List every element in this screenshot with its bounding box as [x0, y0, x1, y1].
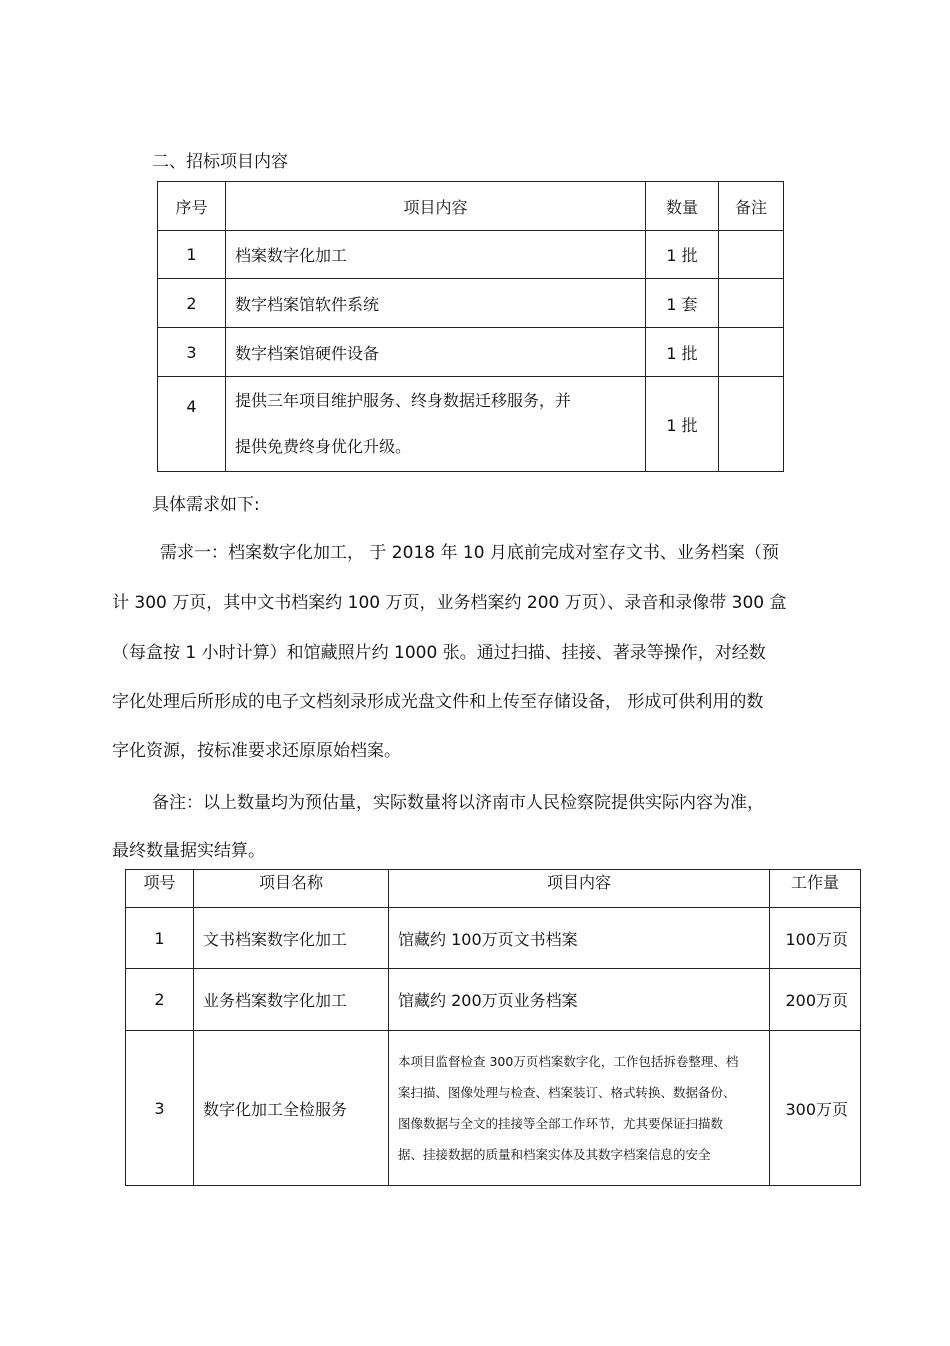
row-item-no: 2	[126, 969, 194, 1031]
row-note	[719, 231, 784, 279]
requirement-line: 需求一：档案数字化加工， 于 2018 年 10 月底前完成对室存文书、业务档案（预	[160, 543, 779, 563]
row-item-name: 业务档案数字化加工	[194, 969, 389, 1031]
table-row	[126, 1031, 861, 1186]
remark-line: 备注：以上数量均为预估量，实际数量将以济南市人民检察院提供实际内容为准，	[152, 793, 764, 813]
requirement-line: 字化资源，按标准要求还原原始档案。	[112, 741, 401, 761]
bid-items-table	[157, 181, 784, 472]
table-header-row	[126, 870, 861, 908]
requirement-line: （每盒按 1 小时计算）和馆藏照片约 1000 张。通过扫描、挂接、著录等操作，对经数	[112, 643, 766, 663]
row-item-content: 本项目监督检查 300万页档案数字化，工作包括拆卷整理、档案扫描、图像处理与检查、档案装订、格式转换、数据备份、图像数据与全文的挂接等全部工作环节，尤其要保证扫描数据、挂接数据的质量和档案实体及其数字档案信息的安全	[389, 1031, 770, 1186]
requirement-line: 字化处理后所形成的电子文档刻录形成光盘文件和上传至存储设备， 形成可供利用的数	[112, 692, 764, 712]
row-note	[719, 328, 784, 377]
row-item-name: 数字化加工全检服务	[194, 1031, 389, 1186]
requirements-intro: 具体需求如下:	[152, 495, 260, 515]
row-note	[719, 279, 784, 328]
row-seq: 3	[158, 328, 226, 377]
row-item-content: 馆藏约 100万页文书档案	[389, 908, 770, 969]
header-item-no: 项号	[126, 870, 194, 908]
section-heading: 二、招标项目内容	[152, 152, 288, 172]
table-row	[126, 908, 861, 969]
table-row	[158, 377, 784, 472]
row-note	[719, 377, 784, 472]
row-item-name: 文书档案数字化加工	[194, 908, 389, 969]
row-item-no: 1	[126, 908, 194, 969]
row-seq: 2	[158, 279, 226, 328]
header-note: 备注	[719, 182, 784, 231]
row-content	[226, 377, 646, 472]
row-item-content: 馆藏约 200万页业务档案	[389, 969, 770, 1031]
header-content: 项目内容	[226, 182, 646, 231]
row-content: 数字档案馆硬件设备	[226, 328, 646, 377]
row-qty: 1 批	[646, 377, 719, 472]
header-seq: 序号	[158, 182, 226, 231]
requirement-line: 计 300 万页，其中文书档案约 100 万页，业务档案约 200 万页）、录音和录像带 300 盒	[112, 593, 787, 613]
header-item-content: 项目内容	[389, 870, 770, 908]
row-qty: 1 批	[646, 231, 719, 279]
row-content: 数字档案馆软件系统	[226, 279, 646, 328]
row-content-line: 提供免费终身优化升级。	[235, 437, 412, 456]
row-seq: 1	[158, 231, 226, 279]
header-workload: 工作量	[770, 870, 861, 908]
row-content-line: 提供三年项目维护服务、终身数据迁移服务，并	[235, 391, 572, 410]
workload-table	[125, 869, 861, 1186]
table-row	[158, 328, 784, 377]
row-seq: 4	[158, 377, 226, 472]
row-qty: 1 套	[646, 279, 719, 328]
remark-line: 最终数量据实结算。	[112, 841, 265, 861]
row-workload: 200万页	[770, 969, 861, 1031]
row-workload: 300万页	[770, 1031, 861, 1186]
table-row	[158, 279, 784, 328]
row-qty: 1 批	[646, 328, 719, 377]
row-item-no: 3	[126, 1031, 194, 1186]
table-row	[126, 969, 861, 1031]
header-qty: 数量	[646, 182, 719, 231]
row-workload: 100万页	[770, 908, 861, 969]
table-row	[158, 231, 784, 279]
header-item-name: 项目名称	[194, 870, 389, 908]
table-header-row	[158, 182, 784, 231]
row-content: 档案数字化加工	[226, 231, 646, 279]
